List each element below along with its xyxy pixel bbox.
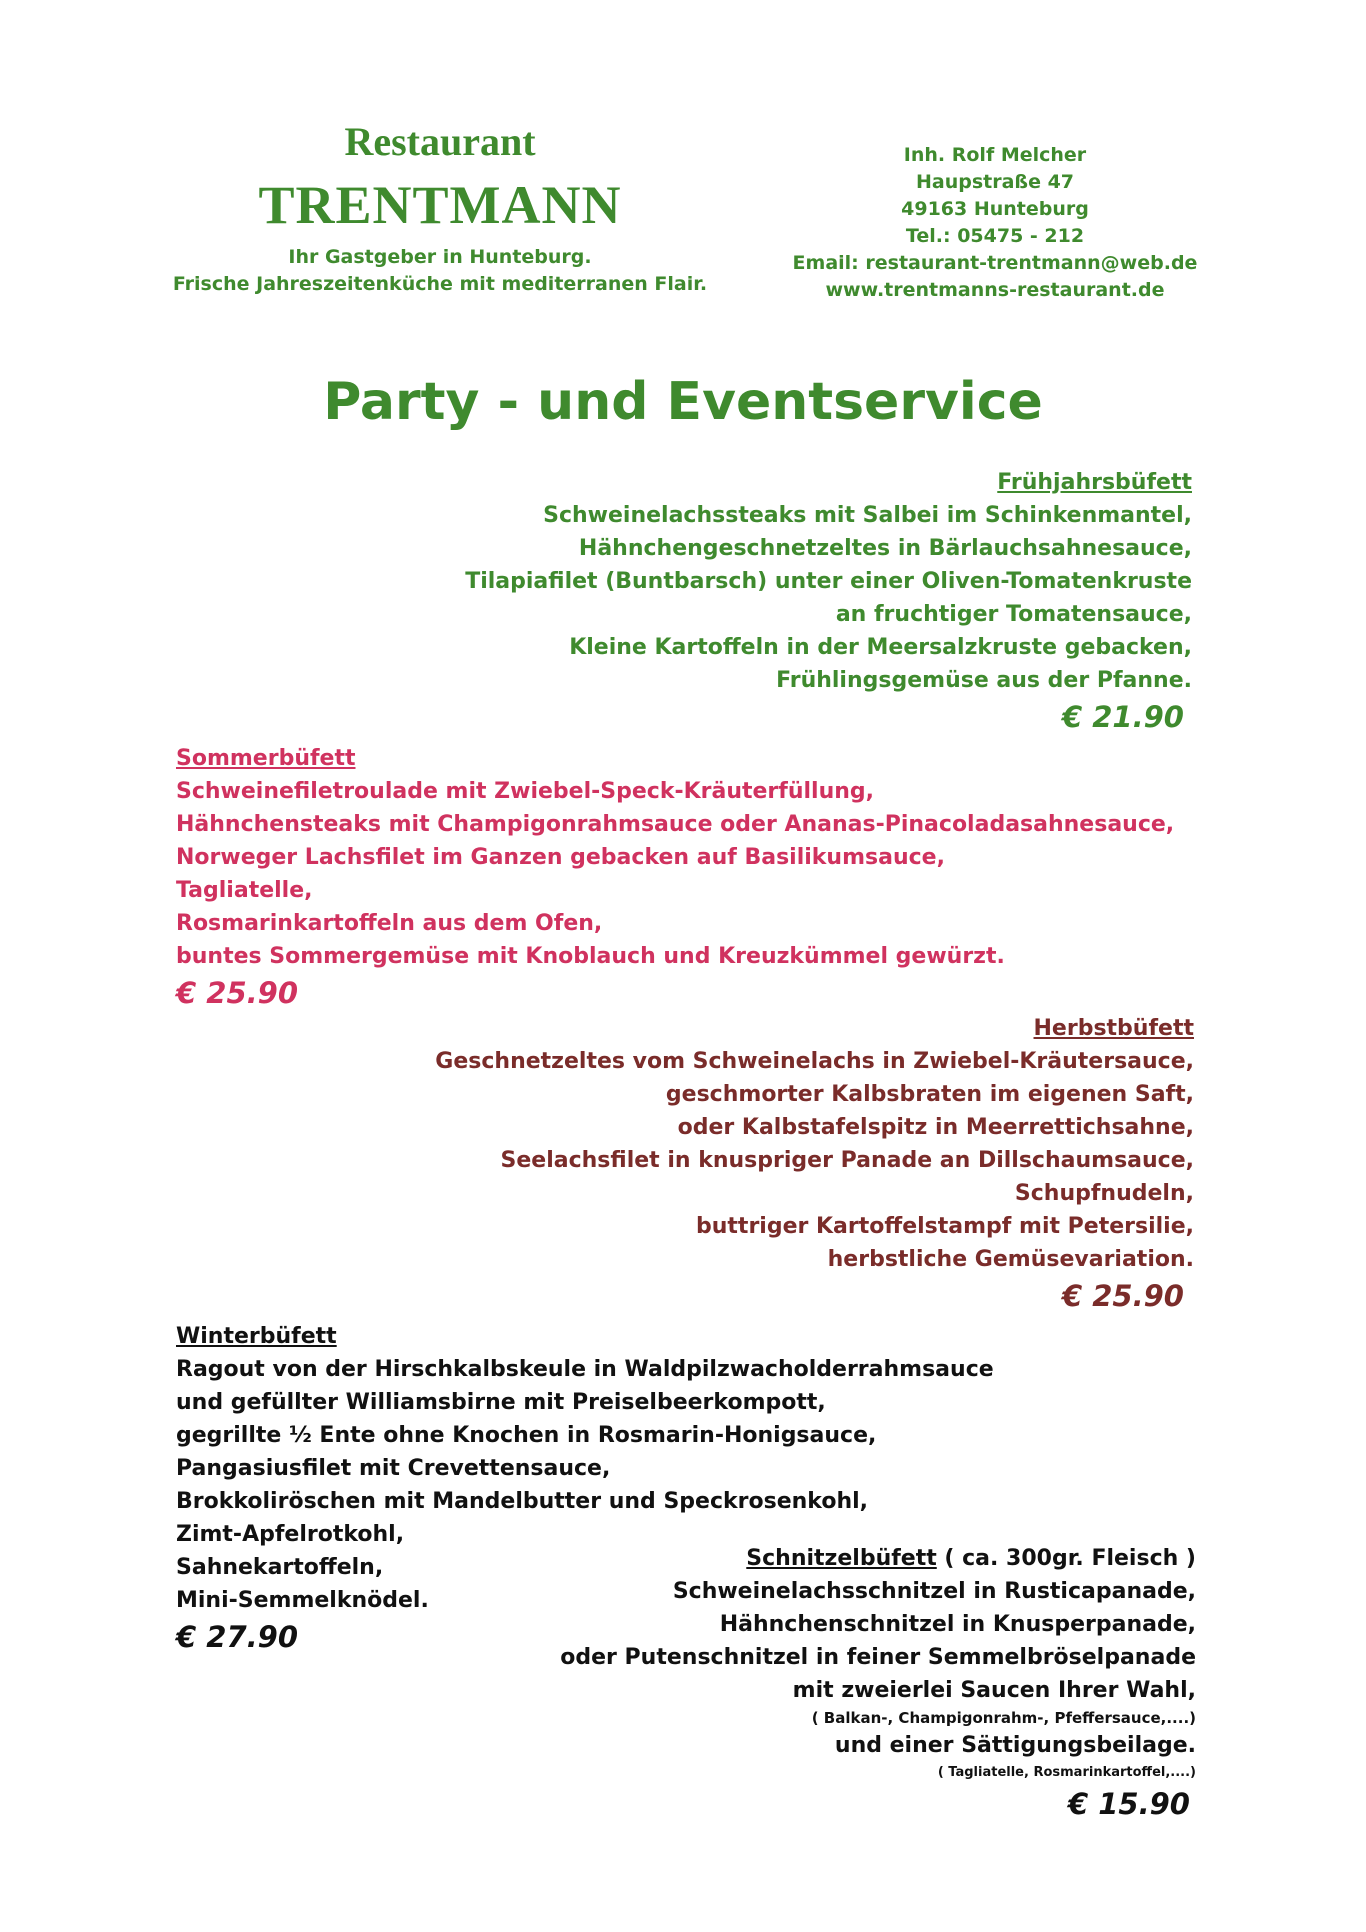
menu-line: und einer Sättigungsbeilage. [834, 1733, 1196, 1758]
menu-line: Geschnetzeltes vom Schweinelachs in Zwiebel-Kräutersauce, [435, 1049, 1194, 1074]
menu-line: und gefüllter Williamsbirne mit Preiselbeerkompott, [176, 1390, 826, 1415]
menu-line: oder Putenschnitzel in feiner Semmelbröselpanade [560, 1645, 1196, 1670]
menu-line: Pangasiusfilet mit Crevettensauce, [176, 1456, 611, 1481]
menu-line: Hähnchensteaks mit Champigonrahmsauce oder Ananas-Pinacoladasahnesauce, [176, 812, 1175, 837]
menu-line: Zimt-Apfelrotkohl, [176, 1522, 405, 1547]
menu-line: buttriger Kartoffelstampf mit Petersilie, [696, 1214, 1194, 1239]
city: 49163 Hunteburg [901, 198, 1089, 220]
price: € 25.90 [176, 976, 299, 1010]
menu-line: Tilapiafilet (Buntbarsch) unter einer Oliven-Tomatenkruste [465, 569, 1192, 594]
menu-line: oder Kalbstafelspitz in Meerrettichsahne, [677, 1115, 1194, 1140]
menu-line: an fruchtiger Tomatensauce, [835, 602, 1192, 627]
street: Haupstraße 47 [915, 171, 1075, 193]
section-herbst [435, 1012, 1194, 1316]
restaurant-label: Restaurant [344, 119, 536, 164]
section-heading: Winterbüfett [176, 1324, 337, 1349]
menu-line: Schweinelachsschnitzel in Rusticapanade, [672, 1579, 1196, 1604]
contact-block [780, 142, 1210, 304]
section-sommer [176, 742, 1174, 1013]
phone: Tel.: 05475 - 212 [905, 225, 1085, 247]
menu-line: Tagliatelle, [176, 878, 313, 903]
menu-line: Frühlingsgemüse aus der Pfanne. [776, 668, 1192, 693]
side-note: ( Tagliatelle, Rosmarinkartoffel,....) [937, 1765, 1196, 1780]
menu-line: mit zweierlei Saucen Ihrer Wahl, [792, 1678, 1196, 1703]
menu-line: Norweger Lachsfilet im Ganzen gebacken auf Basilikumsauce, [176, 845, 945, 870]
price: € 21.90 [1061, 700, 1184, 734]
section-heading: Schnitzelbüfett [746, 1546, 937, 1571]
menu-line: Kleine Kartoffeln in der Meersalzkruste gebacken, [569, 635, 1192, 660]
menu-line: Hähnchenschnitzel in Knusperpanade, [719, 1612, 1196, 1637]
page-title: Party - und Eventservice [323, 372, 1043, 432]
section-fruehjahr [465, 466, 1192, 737]
menu-line: buntes Sommergemüse mit Knoblauch und Kreuzkümmel gewürzt. [176, 944, 1005, 969]
website-link[interactable]: www.trentmanns-restaurant.de [825, 279, 1165, 301]
menu-line: Mini-Semmelknödel. [176, 1588, 429, 1613]
menu-line: Ragout von der Hirschkalbskeule in Waldpilzwacholderrahmsauce [176, 1357, 994, 1382]
heading-note: ( ca. 300gr. Fleisch ) [936, 1546, 1196, 1571]
menu-line: Brokkoliröschen mit Mandelbutter und Speckrosenkohl, [176, 1489, 869, 1514]
tagline-host: Ihr Gastgeber in Hunteburg. [288, 246, 592, 268]
section-heading: Sommerbüfett [176, 746, 356, 771]
owner: Inh. Rolf Melcher [903, 144, 1087, 166]
menu-line: Seelachsfilet in knuspriger Panade an Dillschaumsauce, [500, 1148, 1194, 1173]
email-link[interactable]: Email: restaurant-trentmann@web.de [792, 252, 1198, 274]
menu-line: gegrillte ½ Ente ohne Knochen in Rosmarin-Honigsauce, [176, 1423, 877, 1448]
restaurant-name: TRENTMANN [258, 175, 622, 235]
menu-line: Hähnchengeschnetzeltes in Bärlauchsahnesauce, [578, 536, 1192, 561]
price: € 25.90 [1061, 1279, 1184, 1313]
price: € 27.90 [176, 1620, 299, 1654]
section-heading: Frühjahrsbüfett [997, 470, 1192, 495]
sauces-note: ( Balkan-, Champigonrahm-, Pfeffersauce,....) [811, 1709, 1196, 1727]
menu-line: Schweinelachssteaks mit Salbei im Schinkenmantel, [543, 503, 1192, 528]
tagline-kitchen: Frische Jahreszeitenküche mit mediterranen Flair. [172, 273, 708, 295]
menu-line: geschmorter Kalbsbraten im eigenen Saft, [665, 1082, 1194, 1107]
menu-line: Schweinefiletroulade mit Zwiebel-Speck-Kräuterfüllung, [176, 779, 875, 804]
section-schnitzel [560, 1542, 1196, 1824]
menu-line: Rosmarinkartoffeln aus dem Ofen, [176, 911, 603, 936]
menu-line: Schupfnudeln, [1014, 1181, 1194, 1206]
section-heading: Herbstbüfett [1033, 1016, 1194, 1041]
price: € 15.90 [1067, 1787, 1190, 1821]
menu-line: Sahnekartoffeln, [176, 1555, 384, 1580]
menu-line: herbstliche Gemüsevariation. [827, 1247, 1194, 1272]
